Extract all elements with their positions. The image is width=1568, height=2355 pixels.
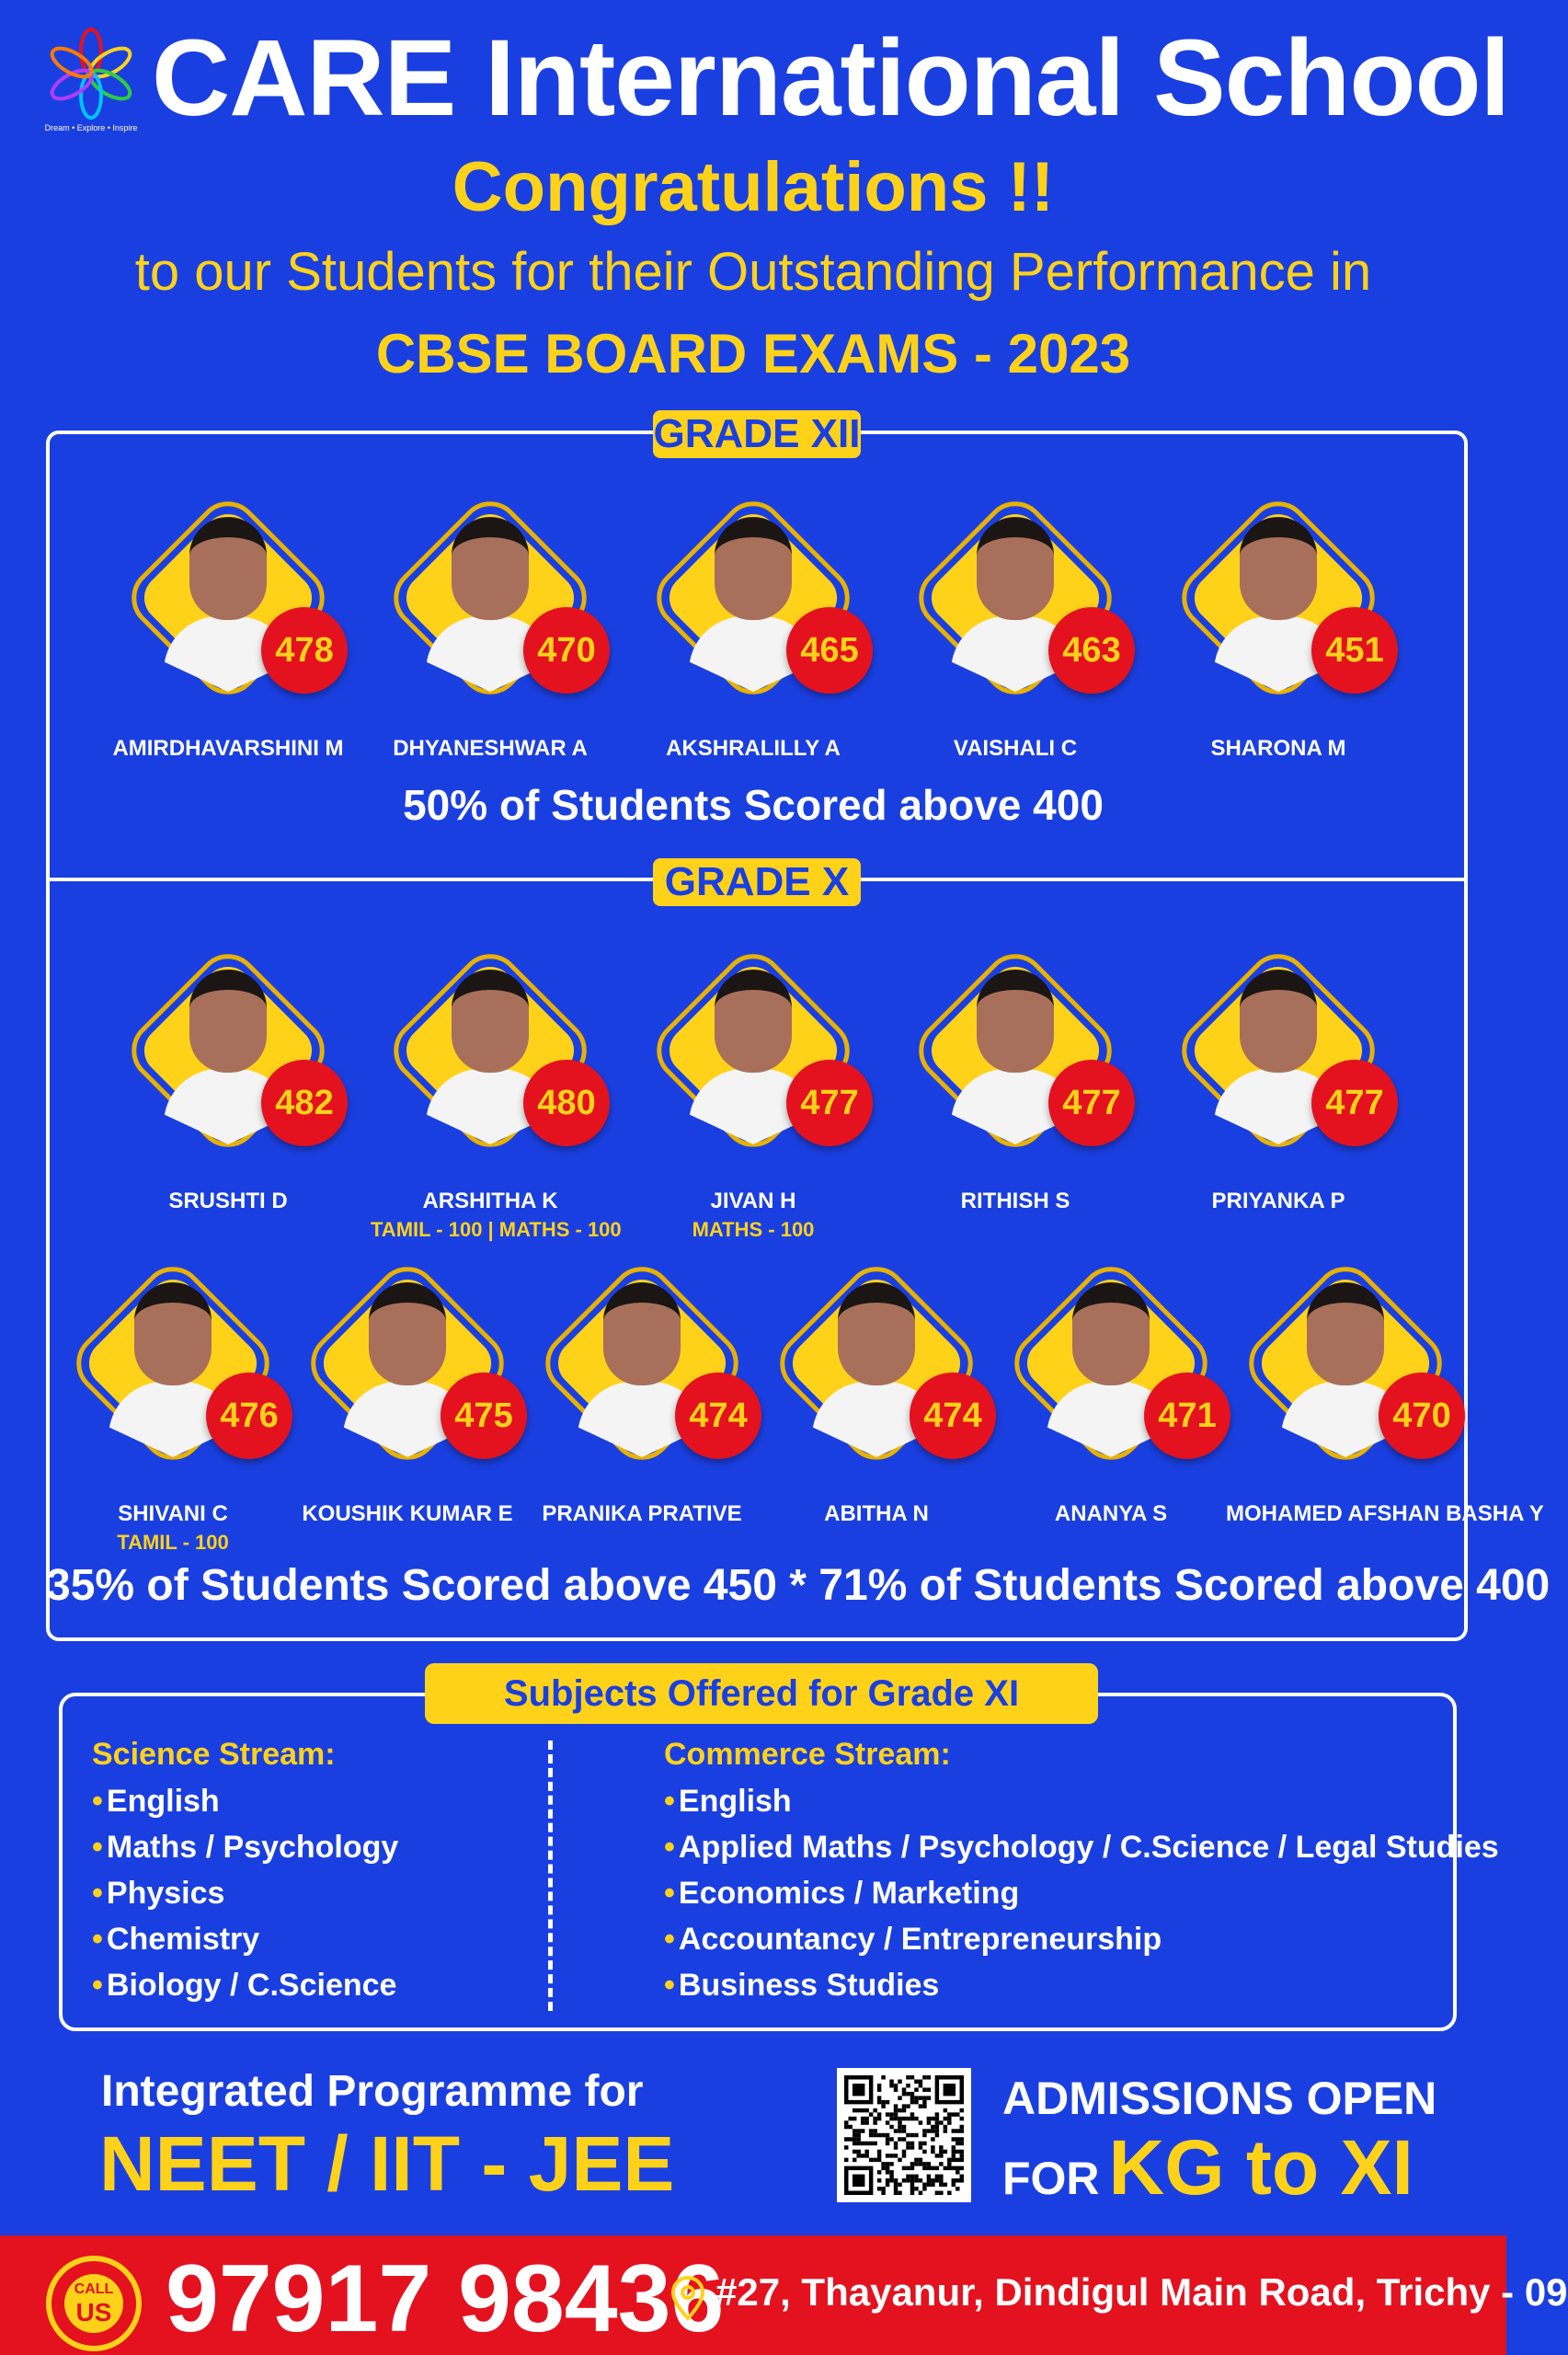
subject-label: English	[678, 1784, 792, 1819]
subject-item: • Applied Maths / Psychology / C.Science / Legal Studies	[664, 1830, 1499, 1865]
student-photo	[371, 478, 610, 718]
student-face	[977, 517, 1054, 620]
subject-label: Business Studies	[678, 1968, 940, 2003]
student-face	[369, 1282, 446, 1385]
logo-tagline: Dream • Explore • Inspire	[44, 123, 138, 132]
student-face	[189, 517, 267, 620]
student-photo	[634, 478, 873, 718]
phone-call-icon[interactable]	[46, 2256, 142, 2351]
student-card	[109, 478, 348, 762]
subject-item: • Maths / Psychology	[92, 1830, 399, 1865]
subject-label: Physics	[106, 1876, 225, 1911]
student-face	[1240, 970, 1317, 1073]
student-subject-note: MATHS - 100	[692, 1218, 815, 1241]
student-face	[189, 970, 267, 1073]
score-badge: 476	[206, 1373, 292, 1459]
student-card	[896, 931, 1135, 1214]
student-photo	[634, 931, 873, 1170]
qr-code[interactable]	[837, 2068, 971, 2202]
student-card	[896, 478, 1135, 762]
student-photo	[757, 1244, 996, 1483]
admissions-range	[1002, 2123, 1413, 2212]
subject-label: Economics / Marketing	[678, 1876, 1020, 1911]
admissions-range-text: KG to XI	[1108, 2124, 1413, 2211]
student-card	[1226, 1244, 1544, 1527]
subject-item: • English	[664, 1784, 792, 1819]
student-name: SHIVANI C	[118, 1501, 228, 1526]
flower-logo-icon	[40, 28, 142, 138]
student-face	[715, 970, 792, 1073]
student-card	[991, 1244, 1230, 1527]
score-badge: 480	[523, 1060, 610, 1146]
score-badge: 482	[261, 1060, 348, 1146]
student-face	[1072, 1282, 1150, 1385]
score-badge: 463	[1048, 607, 1135, 694]
student-name: SRUSHTI D	[168, 1189, 288, 1213]
student-photo	[991, 1244, 1230, 1483]
student-face	[838, 1282, 915, 1385]
student-card	[109, 931, 348, 1214]
student-name: JIVAN H	[710, 1189, 796, 1213]
subjects-title: Subjects Offered for Grade XI	[425, 1663, 1098, 1724]
student-photo	[53, 1244, 292, 1483]
admissions-for-text: FOR	[1002, 2153, 1100, 2204]
grade-xii-tag: GRADE XII	[653, 411, 861, 456]
student-name: RITHISH S	[960, 1189, 1070, 1213]
score-badge: 470	[1379, 1373, 1465, 1459]
subject-item: • Economics / Marketing	[664, 1876, 1020, 1911]
science-stream-title: Science Stream:	[92, 1737, 336, 1772]
score-badge: 478	[261, 607, 348, 694]
score-badge: 477	[1048, 1060, 1135, 1146]
student-photo	[1226, 1244, 1465, 1483]
commerce-stream	[664, 1737, 1499, 2008]
student-card	[522, 1244, 761, 1527]
neet-iit-jee-text: NEET / IIT - JEE	[99, 2120, 675, 2207]
score-badge: 465	[786, 607, 873, 694]
subject-label: Biology / C.Science	[106, 1968, 397, 2003]
student-subject-note: TAMIL - 100	[117, 1531, 229, 1554]
grade-x-tag: GRADE X	[653, 858, 861, 906]
student-face	[1307, 1282, 1384, 1385]
student-photo	[109, 931, 348, 1170]
call-us-badge	[64, 2274, 123, 2333]
student-photo	[896, 931, 1135, 1170]
subject-label: Accountancy / Entrepreneurship	[678, 1922, 1162, 1957]
subject-item: • Accountancy / Entrepreneurship	[664, 1922, 1162, 1957]
address: #27, Thayanur, Dindigul Main Road, Trichy - 09	[715, 2270, 1568, 2314]
subject-label: English	[106, 1784, 220, 1819]
subject-item: • Physics	[92, 1876, 225, 1911]
student-photo	[371, 931, 610, 1170]
student-name: PRIYANKA P	[1211, 1189, 1345, 1213]
location-pin-icon	[670, 2276, 706, 2320]
student-name: ARSHITHA K	[422, 1189, 558, 1213]
integrated-programme-text: Integrated Programme for	[101, 2067, 644, 2116]
phone-number[interactable]: 97917 98436	[166, 2246, 725, 2352]
score-badge: 474	[675, 1373, 761, 1459]
subject-item: • English	[92, 1784, 220, 1819]
score-badge: 475	[441, 1373, 527, 1459]
student-card	[634, 478, 873, 762]
subject-label: Chemistry	[106, 1922, 260, 1957]
student-card	[757, 1244, 996, 1527]
student-photo	[1159, 478, 1398, 718]
student-photo	[522, 1244, 761, 1483]
student-face	[715, 517, 792, 620]
science-stream	[92, 1737, 398, 2008]
subject-item: • Biology / C.Science	[92, 1968, 397, 2003]
subheading: to our Students for their Outstanding Performance in	[134, 242, 1372, 302]
score-badge: 477	[786, 1060, 873, 1146]
score-badge: 474	[910, 1373, 996, 1459]
admissions-open-text: ADMISSIONS OPEN	[1002, 2073, 1437, 2124]
school-name: CARE International School	[152, 17, 1510, 139]
subject-label: Applied Maths / Psychology / C.Science / Legal Studies	[678, 1830, 1499, 1865]
student-face	[977, 970, 1054, 1073]
student-name: SHARONA M	[1210, 736, 1346, 761]
student-name: KOUSHIK KUMAR E	[302, 1501, 513, 1526]
student-face	[452, 517, 529, 620]
student-name: ANANYA S	[1054, 1501, 1168, 1526]
subject-label: Maths / Psychology	[106, 1830, 399, 1865]
subject-item: • Chemistry	[92, 1922, 260, 1957]
score-badge: 471	[1144, 1373, 1230, 1459]
student-card	[53, 1244, 292, 1555]
student-face	[452, 970, 529, 1073]
score-badge: 477	[1311, 1060, 1398, 1146]
exam-title: CBSE BOARD EXAMS - 2023	[375, 323, 1131, 385]
student-photo	[109, 478, 348, 718]
student-photo	[896, 478, 1135, 718]
commerce-stream-title: Commerce Stream:	[664, 1737, 951, 1772]
subjects-divider	[548, 1740, 553, 2011]
congratulations-heading: Congratulations !!	[452, 148, 1055, 226]
student-subject-note: TAMIL - 100 | MATHS - 100	[371, 1218, 622, 1241]
student-face	[603, 1282, 681, 1385]
student-card	[371, 478, 610, 762]
student-card	[634, 931, 873, 1242]
student-face	[134, 1282, 212, 1385]
commerce-subject-list	[664, 1778, 1499, 2008]
student-name: VAISHALI C	[953, 736, 1078, 761]
student-name: AMIRDHAVARSHINI M	[112, 736, 344, 761]
student-card	[1159, 931, 1398, 1214]
student-photo	[1159, 931, 1398, 1170]
science-subject-list	[92, 1778, 398, 2008]
student-name: ABITHA N	[824, 1501, 929, 1526]
student-name: MOHAMED AFSHAN BASHA Y	[1226, 1501, 1544, 1526]
subject-item: • Business Studies	[664, 1968, 940, 2003]
call-label: CALL	[74, 2281, 114, 2297]
grade-x-stat: 35% of Students Scored above 450 * 71% of Students Scored above 400	[46, 1561, 1551, 1610]
score-badge: 451	[1311, 607, 1398, 694]
student-face	[1240, 517, 1317, 620]
grade-xii-stat: 50% of Students Scored above 400	[403, 781, 1104, 829]
student-name: AKSHRALILLY A	[666, 736, 841, 761]
student-card	[288, 1244, 527, 1527]
student-photo	[288, 1244, 527, 1483]
score-badge: 470	[523, 607, 610, 694]
student-name: DHYANESHWAR A	[393, 736, 588, 761]
student-card	[1159, 478, 1398, 762]
student-card	[371, 931, 622, 1242]
us-label: US	[75, 2298, 112, 2326]
student-name: PRANIKA PRATIVE	[542, 1501, 742, 1526]
